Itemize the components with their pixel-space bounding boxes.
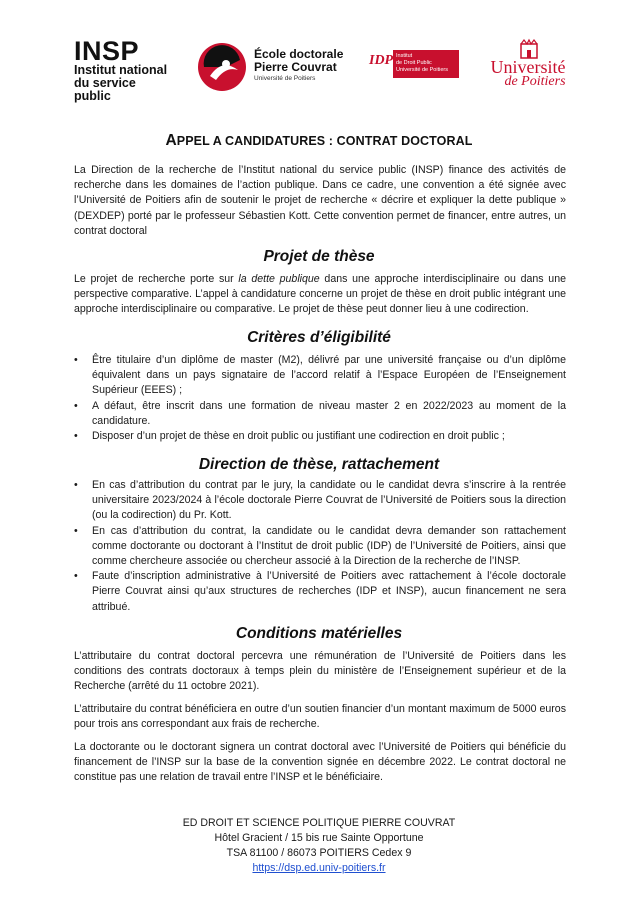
projet-text-before: Le projet de recherche porte sur [74,273,239,285]
bullet-icon: • [74,354,78,366]
universite-poitiers-logo [482,38,574,88]
direction-heading: Direction de thèse, rattachement [198,456,440,473]
universite-poitiers-line2: de Poitiers [504,74,566,89]
idp-logo [369,50,459,78]
ecole-doctorale-line3: Université de Poitiers [254,75,316,82]
ecole-doctorale-line2: Pierre Couvrat [254,60,337,74]
criteres-item-2: A défaut, être inscrit dans une formation de niveau master 2 en 2022/2023 au moment de la candidature. [92,399,566,427]
criteres-item-3: Disposer d’un projet de thèse en droit public ou justifiant une codirection en droit public ; [92,430,505,443]
footer-line1: ED DROIT ET SCIENCE POLITIQUE PIERRE COUVRAT [182,817,456,829]
page-title-rest: PPEL A CANDIDATURES : CONTRAT DOCTORAL [176,134,473,148]
direction-item-2: En cas d’attribution du contrat, la candidate ou le candidat devra demander son rattachement comme doctorante ou doctorant à l’Institut de droit public (IDP) de l’Université de Poitiers, ainsi que comme chercheure associée ou chercheur associé à la Direction de la recherche de l’INSP. [92,524,566,568]
idp-logo-line3: Université de Poitiers [396,67,448,73]
footer [0,816,638,876]
list-item [74,429,566,444]
universite-poitiers-line1: Université [490,57,566,77]
projet-text-after: dans une approche interdisciplinaire ou dans une perspective comparative. L’appel à candidature concerne un projet de thèse en droit public intégrant une approche interdisciplinaire ou comparative. Le projet de thèse peut donner lieu à une codirection. [74,273,566,316]
conditions-paragraph-2: L’attributaire du contrat bénéficiera en outre d’un soutien financier d’un montant maximum de 5000 euros pour trois ans correspondant aux frais de recherche. [74,703,566,731]
conditions-paragraph-3: La doctorante ou le doctorant signera un contrat doctoral avec l’Université de Poitiers qui bénéficie du financement de l’INSP sur la base de la convention signée en décembre 2022. Le contrat doctoral ne constitue pas une relation de travail entre l’INSP et le bénéficiaire. [74,741,566,784]
bullet-icon: • [74,430,78,443]
bullet-icon: • [74,479,78,491]
insp-logo-acronym: INSP [74,36,140,66]
footer-website-link[interactable]: https://dsp.ed.univ-poitiers.fr [252,862,386,874]
insp-logo [74,38,174,103]
ecole-doctorale-emblem-icon [196,40,248,94]
criteres-list [74,353,566,444]
list-item [74,569,566,615]
ecole-doctorale-logo [196,40,356,94]
bullet-icon: • [74,570,78,583]
direction-list [74,478,566,615]
insp-logo-line2: du service public [74,76,136,103]
conditions-heading: Conditions matérielles [235,625,403,642]
projet-text-italic: la dette publique [238,273,320,285]
direction-item-3: Faute d’inscription administrative à l’Université de Poitiers avec rattachement à l’école doctorale Pierre Couvrat ainsi qu’aux structures de recherches (IDP et INSP), aucun financement ne sera attribué. [92,570,566,613]
ecole-doctorale-line1: École doctorale [254,47,344,61]
list-item [74,524,566,570]
idp-logo-line2: de Droit Public [396,60,432,66]
projet-heading: Projet de thèse [263,248,375,265]
bullet-icon: • [74,524,78,537]
page-title-initial: A [165,132,177,149]
insp-logo-line1: Institut national [74,63,168,77]
idp-logo-box [393,50,459,78]
footer-line2: Hôtel Gracient / 15 bis rue Sainte Opportune [214,832,424,844]
list-item [74,478,566,524]
conditions-paragraph-1: L’attributaire du contrat doctoral percevra une rémunération de l’Université de Poitiers dans les conditions des contrats doctoraux à temps plein du ministère de l’Enseignement supérieur et de la Recherche (arrêté du 11 octobre 2021). [74,650,566,693]
direction-item-1: En cas d’attribution du contrat par le jury, la candidate ou le candidat devra s’inscrire à la rentrée universitaire 2023/2024 à l’école doctorale Pierre Couvrat de l’Université de Poitiers sous la direction (ou la codirection) du Pr. Kott. [92,479,566,522]
idp-logo-line1: Institut [396,53,413,59]
page-title [0,132,638,150]
idp-logo-mark: IDP [369,53,394,68]
criteres-item-1: Être titulaire d’un diplôme de master (M2), délivré par une université française ou d’un diplôme équivalent dans un pays signataire de l’accord relatif à l’Espace Européen de l’Enseignement Supérieur (EEES) ; [92,354,566,397]
projet-paragraph [74,272,566,318]
list-item [74,353,566,399]
footer-line3: TSA 81100 / 86073 POITIERS Cedex 9 [226,847,412,859]
criteres-heading: Critères d’éligibilité [247,329,391,346]
list-item [74,399,566,429]
bullet-icon: • [74,399,78,412]
intro-paragraph: La Direction de la recherche de l’Institut national du service public (INSP) finance des activités de recherche dans les domaines de l’action publique. Dans ce cadre, une convention a été signée avec l’Université de Poitiers afin de soutenir le projet de recherche « décrire et expliquer la dette publique » (DEXDEP) porté par le professeur Sébastien Kott. Cette convention permet de financer, entre autres, un contrat doctoral [74,164,566,237]
